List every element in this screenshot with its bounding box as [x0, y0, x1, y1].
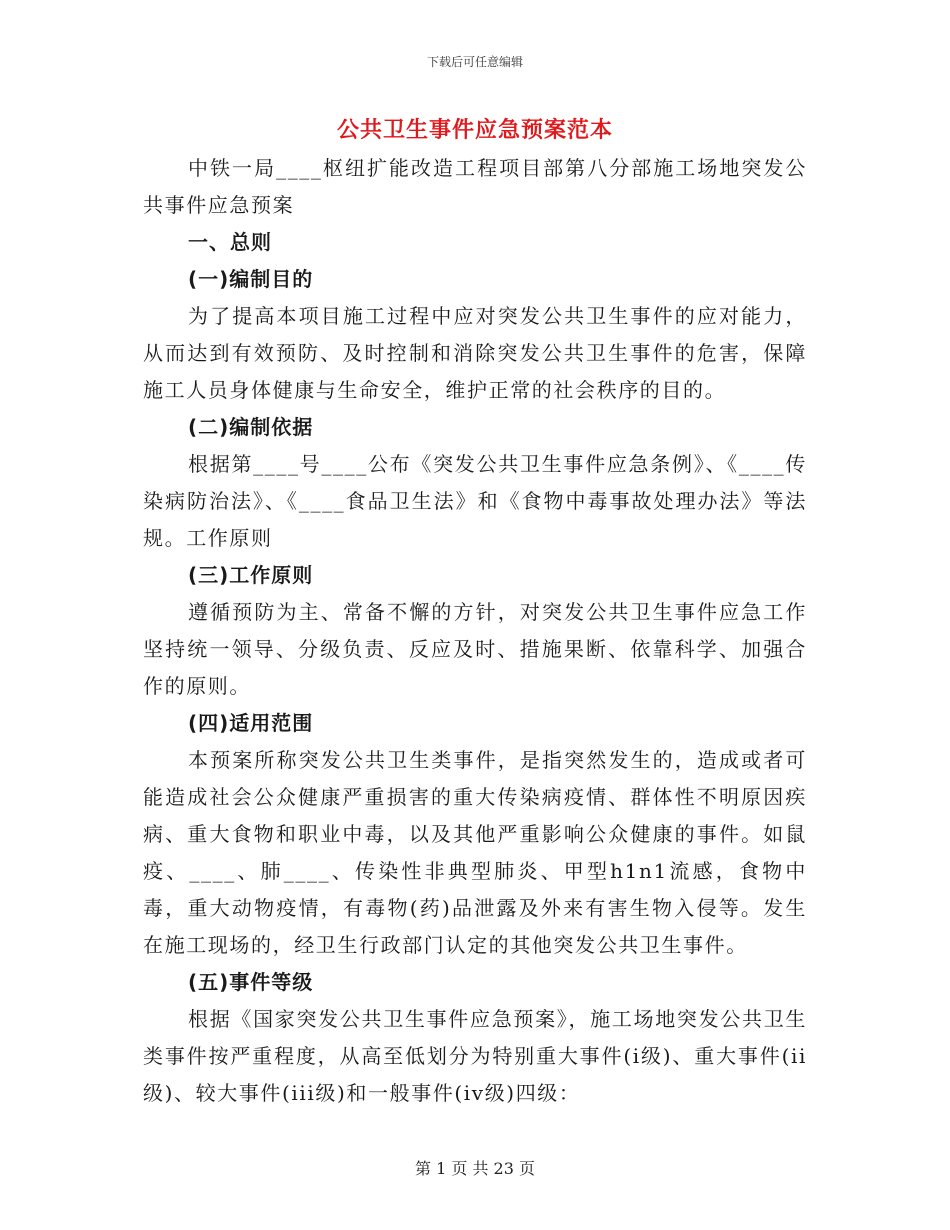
- header-note: 下载后可任意编辑: [426, 55, 523, 69]
- levels-paragraph: 根据《国家突发公共卫生事件应急预案》，施工场地突发公共卫生类事件按严重程度，从高至低划分为特别重大事件(i级)、重大事件(ii级)、较大事件(iii级)和一般事件(iv级)四级：: [143, 1007, 807, 1105]
- section-heading-general: 一、总则: [188, 230, 272, 254]
- subsection-heading-purpose: (一)编制目的: [188, 267, 314, 291]
- subsection-heading-principles: (三)工作原则: [188, 563, 314, 587]
- intro-paragraph: 中铁一局____枢纽扩能改造工程项目部第八分部施工场地突发公共事件应急预案: [143, 156, 807, 217]
- scope-paragraph: 本预案所称突发公共卫生类事件，是指突然发生的，造成或者可能造成社会公众健康严重损害的重大传染病疫情、群体性不明原因疾病、重大食物和职业中毒，以及其他严重影响公众健康的事件。如鼠疫、____、肺____、传染性非典型肺炎、甲型h1n1流感，食物中毒，重大动物疫情，有毒物(药)品泄露及外来有害生物入侵等。发生在施工现场的，经卫生行政部门认定的其他突发公共卫生事件。: [143, 748, 807, 957]
- subsection-heading-levels: (五)事件等级: [188, 970, 314, 994]
- subsection-heading-basis: (二)编制依据: [188, 415, 314, 439]
- page-footer: 第 1 页 共 23 页: [415, 1159, 535, 1178]
- document-title: 公共卫生事件应急预案范本: [336, 117, 613, 143]
- basis-paragraph: 根据第____号____公布《突发公共卫生事件应急条例》、《____传染病防治法》、《____食品卫生法》和《食物中毒事故处理办法》等法规。工作原则: [143, 452, 807, 550]
- subsection-heading-scope: (四)适用范围: [188, 711, 314, 735]
- purpose-paragraph: 为了提高本项目施工过程中应对突发公共卫生事件的应对能力，从而达到有效预防、及时控制和消除突发公共卫生事件的危害，保障施工人员身体健康与生命安全，维护正常的社会秩序的目的。: [143, 304, 807, 402]
- principles-paragraph: 遵循预防为主、常备不懈的方针，对突发公共卫生事件应急工作坚持统一领导、分级负责、反应及时、措施果断、依靠科学、加强合作的原则。: [143, 600, 807, 698]
- document-body: [143, 150, 807, 1112]
